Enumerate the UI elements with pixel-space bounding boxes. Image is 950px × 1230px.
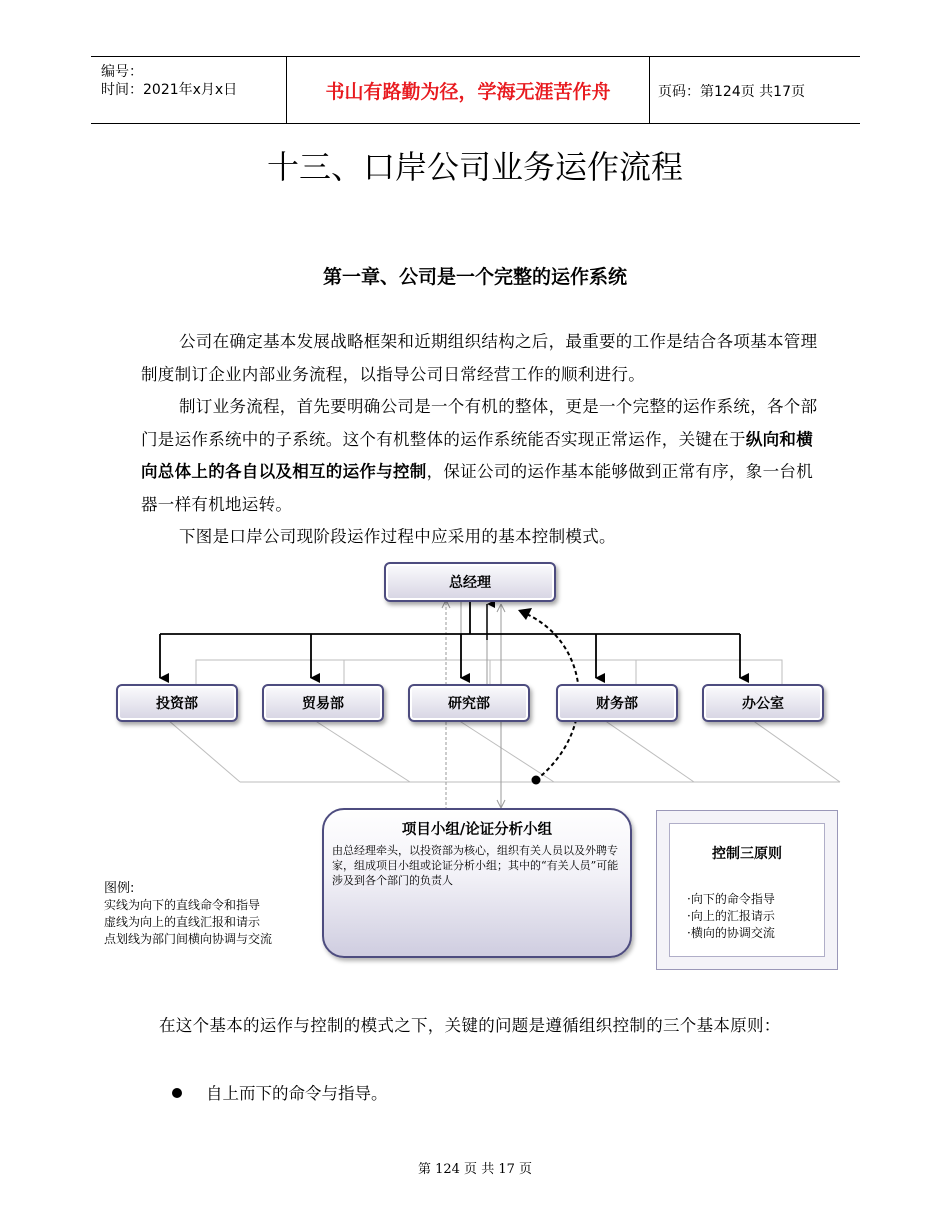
dept-box-finance	[556, 684, 678, 722]
paragraph-3-text: 下图是口岸公司现阶段运作过程中应采用的基本控制模式。	[179, 527, 616, 546]
dept-label: 贸易部	[302, 696, 344, 712]
serial-label: 编号：	[101, 64, 143, 80]
paragraph-2-bold: 纵向和横向总体上的各自以及相互的运作与控制	[141, 429, 814, 481]
dept-box-research	[408, 684, 530, 722]
paragraph-2-text-a: 制订业务流程，首先要明确公司是一个有机的整体，更是一个完整的运作系统，各个部门是运作系统中的子系统。这个有机整体的运作系统能否实现正常运作，关键在于	[141, 397, 818, 449]
chapter-heading: 第一章、公司是一个完整的运作系统	[322, 266, 627, 288]
principle-item: ·向下的命令指导	[687, 892, 775, 906]
page-footer: 第 124 页 共 17 页	[417, 1162, 533, 1177]
principle-item: ·横向的协调交流	[687, 926, 775, 940]
gm-label: 总经理	[449, 575, 491, 591]
paragraph-2-text-b: ，保证公司的运作基本能够做到正常有序，象一台机器一样有机地运转。	[141, 462, 814, 514]
time-label: 时间：2021年x月x日	[101, 82, 238, 98]
paragraph-4	[141, 1010, 821, 1043]
legend-title: 图例:	[104, 881, 135, 896]
bullet-item	[172, 1080, 388, 1104]
dept-label: 财务部	[596, 696, 638, 712]
paragraph-4-text: 在这个基本的运作与控制的模式之下，关键的问题是遵循组织控制的三个基本原则：	[159, 1016, 781, 1035]
command-lines	[160, 601, 740, 678]
control-principles-title: 控制三原则	[712, 846, 782, 862]
gm-box	[384, 562, 556, 602]
dept-box-investment	[116, 684, 238, 722]
project-group-title: 项目小组/论证分析小组	[401, 821, 553, 838]
motto-text: 书山有路勤为径，学海无涯苦作舟	[325, 81, 611, 103]
paragraph-1-text: 公司在确定基本发展战略框架和近期组织结构之后，最重要的工作是结合各项基本管理制度制订企业内部业务流程，以指导公司日常经营工作的顺利进行。	[141, 332, 818, 384]
legend-item: 点划线为部门间横向协调与交流	[104, 932, 273, 946]
project-group-desc: 由总经理牵头，以投资部为核心，组织有关人员以及外聘专家，组成项目小组或论证分析小组；其中的“有关人员”可能涉及到各个部门的负责人	[332, 844, 619, 887]
dept-box-office	[702, 684, 824, 722]
dept-label: 办公室	[742, 696, 784, 712]
project-group-box	[322, 808, 632, 958]
control-principles-box	[656, 810, 838, 970]
legend-item: 实线为向下的直线命令和指导	[104, 898, 261, 912]
principle-item: ·向上的汇报请示	[687, 909, 775, 923]
dept-label: 投资部	[156, 696, 198, 712]
legend-item: 虚线为向上的直线汇报和请示	[104, 915, 261, 929]
bullet-dot-icon	[172, 1088, 182, 1098]
curve-arrowhead	[518, 608, 532, 620]
dept-box-trade	[262, 684, 384, 722]
curve-start-dot	[532, 776, 541, 785]
page-info: 页码：第124页 共17页	[658, 84, 805, 100]
legend	[104, 880, 272, 948]
bullet-text: 自上而下的命令与指导。	[206, 1084, 388, 1103]
dept-label: 研究部	[448, 696, 490, 712]
document-title: 十三、口岸公司业务运作流程	[266, 148, 683, 186]
